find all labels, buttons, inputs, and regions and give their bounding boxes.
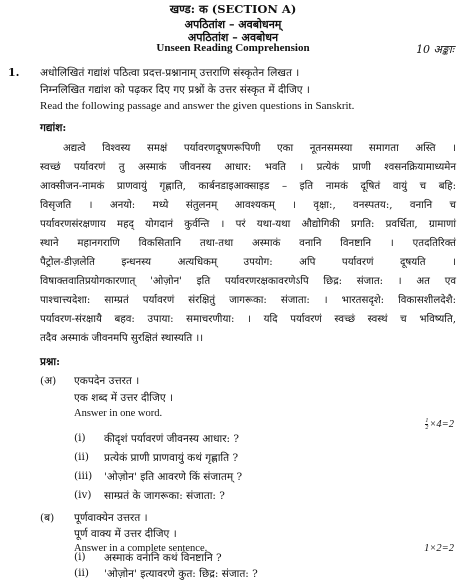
passage-line: पाश्चात्त्यदेशा: साम्प्रतं पर्यावरणं संरक्षितुं जागरूका: संजाता: । भारतसदृशे: विकासशीलदेशै:: [40, 295, 456, 306]
question-roman: (iii): [74, 470, 93, 482]
marks-denominator: 2: [425, 425, 429, 431]
question-text: अस्माकं वनानि कथं विनष्टानि ?: [104, 552, 222, 564]
question-number: 1.: [8, 66, 20, 79]
passage-line: स्थाने महानगराणि विकसितानि तथा-तथा अस्माकं वनानि विनष्टानि । एतदतिरिक्तं: [40, 238, 456, 249]
instruction-hindi: निम्नलिखित गद्यांश को पढ़कर दिए गए प्रश्नों के उत्तर संस्कृत में दीजिए ।: [40, 84, 310, 96]
part-a-tag: (अ): [40, 375, 57, 387]
passage-line: पर्यावरण-संरक्षायै बहव: उपाया: समाचरणीया: । यदि पर्यावरणं स्वच्छं स्वस्थं च भविष्यति,: [40, 314, 456, 325]
passage-line: अद्यत्वे विश्वस्य समक्षं पर्यावरणदूषणरूपिणी एका नूतनसमस्या समागता अस्ति ।: [63, 143, 456, 154]
section-heading: खण्ड: क (SECTION A): [169, 2, 297, 16]
passage-line: विषाक्तवातिप्रयोगकारणात् 'ओज़ोन' इति पर्यावरणरक्षकावरणेऽपि छिद्र: संजात: । अत एव: [40, 276, 456, 287]
part-a-title-sanskrit: एकपदेन उत्तरत ।: [74, 375, 140, 387]
part-a-marks: [425, 418, 454, 431]
part-b-title-sanskrit: पूर्णवाक्येन उत्तरत ।: [74, 512, 148, 524]
subheading-sanskrit: अपठितांश – अवबोधनम्: [184, 18, 282, 31]
marks-fraction: [425, 418, 428, 431]
question-roman: (iv): [74, 489, 92, 501]
marks-multiplier: ×4=2: [429, 418, 454, 430]
part-b-marks: 1×2=2: [424, 543, 454, 554]
question-text: 'ओज़ोन' इति आवरणे किं संजातम् ?: [104, 471, 243, 483]
question-text: साम्प्रतं के जागरूका: संजाता: ?: [104, 490, 225, 502]
question-roman: (ii): [74, 567, 89, 579]
passage-line: विसृजति । अनयो: मध्ये संतुलनम् आवश्यकम् । वृक्षा:, वनस्पतय:, वनानि च: [40, 200, 456, 211]
passage-label: गद्यांश:: [40, 122, 67, 134]
subheading-hindi: अपठितांश – अवबोधन: [187, 31, 279, 44]
passage-line: पैट्रोल-डीज़लेति इन्धनस्य अत्यधिकम् उपयोग: अपि पर्यावरणं दूषयति ।: [40, 257, 456, 268]
instruction-sanskrit: अधोलिखितं गद्यांशं पठित्वा प्रदत्त-प्रश्नानाम् उत्तराणि संस्कृतेन लिखत ।: [40, 67, 300, 79]
question-roman: (ii): [74, 451, 89, 463]
part-b-title-english: Answer in a complete sentence.: [74, 543, 208, 554]
question-text: प्रत्येकं प्राणी प्राणवायुं कथं गृह्णाति ?: [104, 452, 239, 464]
instruction-english: Read the following passage and answer the given questions in Sanskrit.: [40, 100, 355, 112]
question-roman: (i): [74, 551, 86, 563]
marks-numerator: 1: [425, 418, 429, 424]
passage-line: पर्यावरणसंरक्षणाय महद् योगदानं कुर्वन्ति । परं यथा-यथा औद्योगिकी प्रगति: प्रवर्धिता, ग्रामाणां: [40, 219, 456, 230]
question-text: कीदृशं पर्यावरणं जीवनस्य आधार: ?: [104, 433, 240, 445]
passage-line: तदैव अस्माकं जीवनमपि सुरक्षितं स्थास्यति ।।: [40, 333, 204, 344]
question-text: 'ओज़ोन' इत्यावरणे कुत: छिद्र: संजात: ?: [104, 568, 258, 580]
part-a-title-english: Answer in one word.: [74, 408, 163, 419]
part-b-tag: (ब): [40, 512, 55, 524]
questions-label: प्रश्ना:: [40, 356, 60, 368]
section-marks: 10 अङ्काः: [416, 43, 454, 56]
passage-line: स्वच्छं पर्यावरणं तु अस्माकं जीवनस्य आधार: भवति । प्रत्येकं प्राणी श्वसनक्रियामाध्यमेन: [40, 162, 456, 173]
part-b-title-hindi: पूर्ण वाक्य में उत्तर दीजिए ।: [74, 528, 177, 540]
subheading-english: Unseen Reading Comprehension: [156, 42, 310, 54]
question-roman: (i): [74, 432, 86, 444]
part-a-title-hindi: एक शब्द में उत्तर दीजिए ।: [74, 392, 173, 404]
passage-line: आक्सीजन-नामकं प्राणवायुं गृह्णाति, कार्बनडाइआक्साइड – इति नामकं दूषितं वायुं च बहि:: [40, 181, 456, 192]
